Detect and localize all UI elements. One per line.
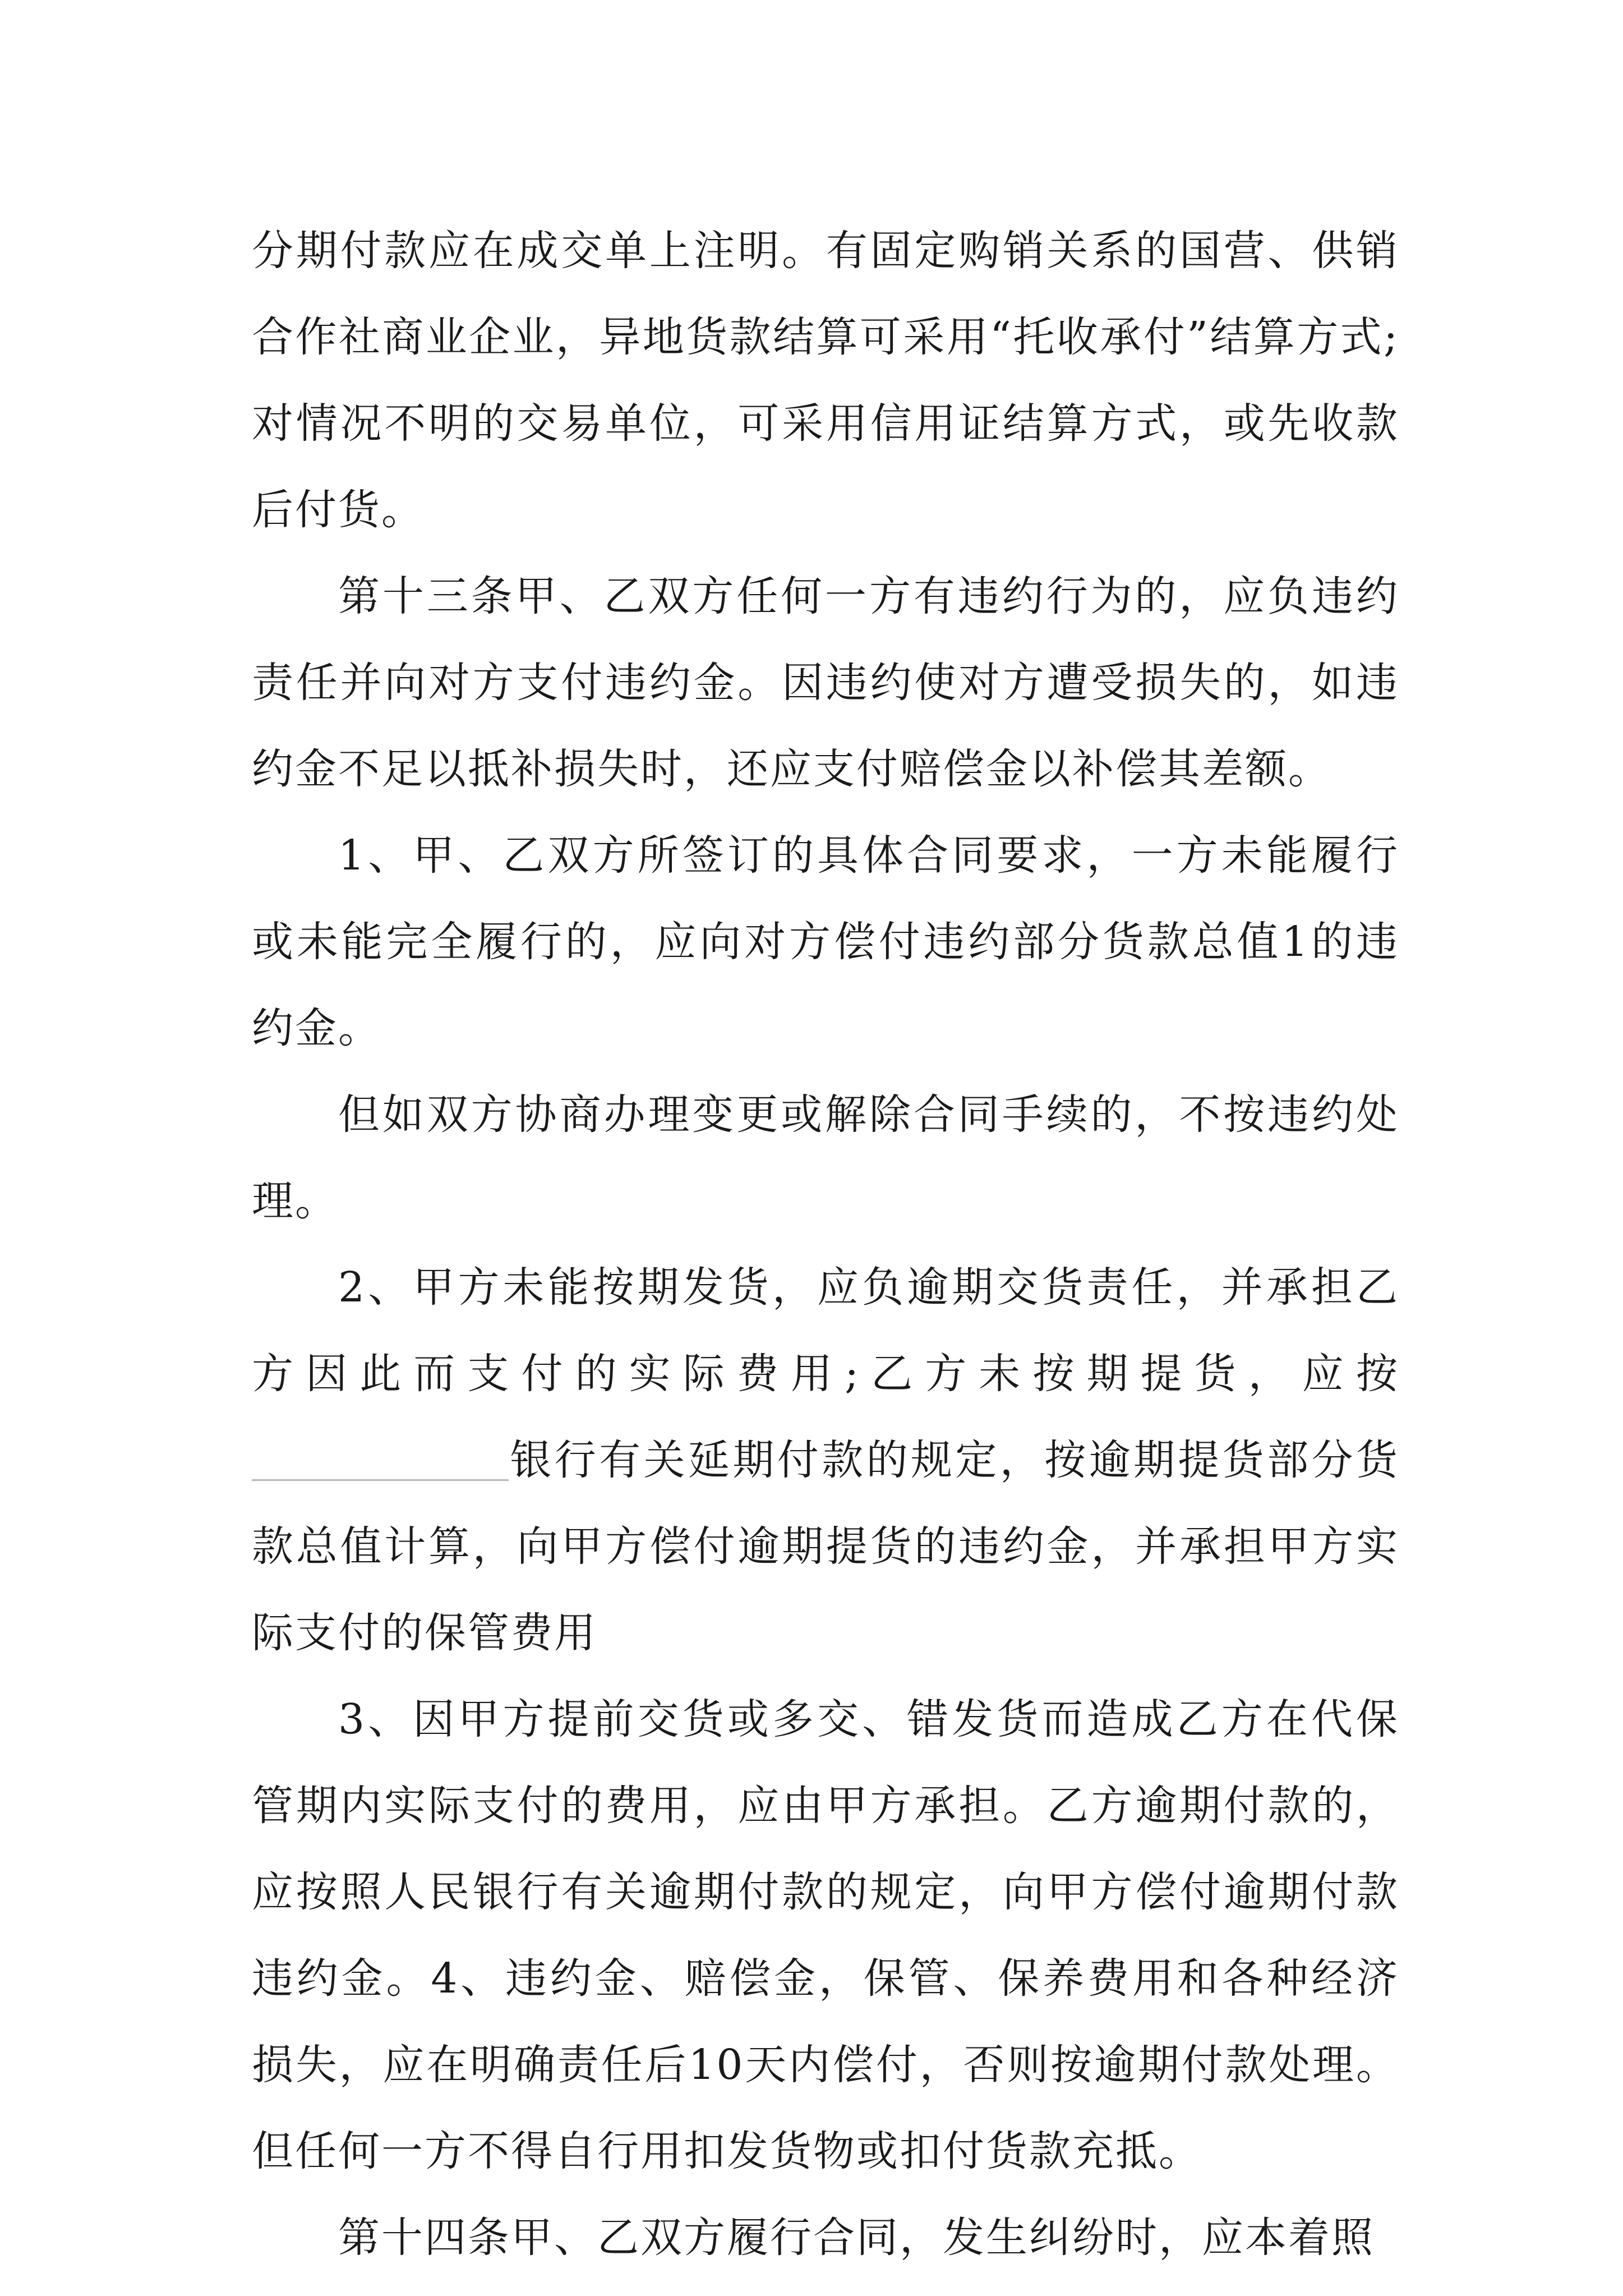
paragraph-clause-1: 1、甲、乙双方所签订的具体合同要求，一方未能履行或未能完全履行的，应向对方偿付违约部分货款总值1的违约金。 [252, 831, 1399, 1052]
clause-2-text-before-blank: 2、甲方未能按期发货，应负逾期交货责任，并承担乙方因此而支付的实际费用;乙方未按期提货，应按 [252, 1263, 1399, 1398]
paragraph-payment-settlement: 分期付款应在成交单上注明。有固定购销关系的国营、供销合作社商业企业，异地货款结算可采用“托收承付”结算方式;对情况不明的交易单位，可采用信用证结算方式，或先收款后付货。 [252, 227, 1399, 534]
clause-2-text-after-blank: 银行有关延期付款的规定，按逾期提货部分货款总值计算，向甲方偿付逾期提货的违约金，并承担甲方实际支付的保管费用 [252, 1436, 1399, 1657]
paragraph-clause-1-exception: 但如双方协商办理变更或解除合同手续的，不按违约处理。 [252, 1091, 1399, 1225]
contract-body [252, 208, 1399, 2281]
paragraph-clause-3-4: 3、因甲方提前交货或多交、错发货而造成乙方在代保管期内实际支付的费用，应由甲方承担。乙方逾期付款的，应按照人民银行有关逾期付款的规定，向甲方偿付逾期付款违约金。4、违约金、赔偿金，保管、保养费用和各种经济损失，应在明确责任后10天内偿付，否则按逾期付款处理。但任何一方不得自行用扣发货物或扣付货款充抵。 [252, 1695, 1399, 2175]
paragraph-article-14: 第十四条甲、乙双方履行合同，发生纠纷时，应本着照 [338, 2214, 1375, 2262]
bank-name-blank-field [252, 1438, 509, 1481]
paragraph-clause-2 [252, 1244, 1399, 1676]
paragraph-article-13: 第十三条甲、乙双方任何一方有违约行为的，应负违约责任并向对方支付违约金。因违约使对方遭受损失的，如违约金不足以抵补损失时，还应支付赔偿金以补偿其差额。 [252, 572, 1399, 793]
